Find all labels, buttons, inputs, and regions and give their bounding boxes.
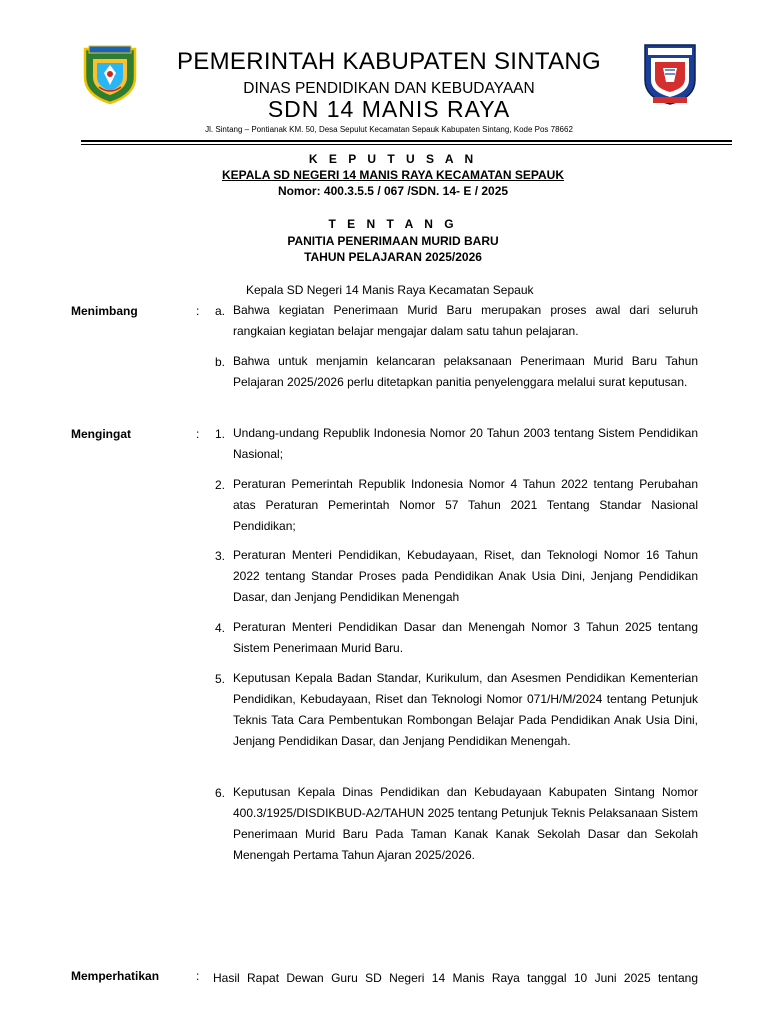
decree-subject-line1: PANITIA PENERIMAAN MURID BARU (287, 234, 499, 248)
section-label-memperhatikan: Memperhatikan (71, 969, 160, 983)
legal-basis-item: Undang-undang Republik Indonesia Nomor 20 Tahun 2003 tentang Sistem Pendidikan Nasional; (233, 426, 698, 461)
legal-basis-item: Keputusan Kepala Dinas Pendidikan dan Kebudayaan Kabupaten Sintang Nomor 400.3/1925/DISDIKBUD-A2/TAHUN 2025 tentang Petunjuk Teknis Pelaksanaan Sistem Penerimaan Murid Baru Pada Taman Kanak Kanak Sekolah Dasar dan Sekolah Menengah Pertama Tahun Ajaran 2025/2026. (233, 785, 698, 862)
letterhead-divider-thick (81, 140, 732, 142)
letterhead-agency-name: DINAS PENDIDIKAN DAN KEBUDAYAAN (243, 80, 535, 97)
considering-notes-text: Hasil Rapat Dewan Guru SD Negeri 14 Manis Raya tanggal 10 Juni 2025 tentang (213, 971, 698, 985)
section-label-menimbang: Menimbang (71, 304, 138, 318)
letterhead-school-name: SDN 14 MANIS RAYA (267, 96, 511, 122)
considering-item: Bahwa kegiatan Penerimaan Murid Baru merupakan proses awal dari seluruh rangkaian kegiatan belajar mengajar dalam satu tahun pelajaran. (233, 303, 698, 338)
item-marker: b. (214, 355, 225, 369)
considering-item: Bahwa untuk menjamin kelancaran pelaksanaan Penerimaan Murid Baru Tahun Pelajaran 2025/2026 perlu ditetapkan panitia penyelenggara melalui surat keputusan. (233, 354, 698, 389)
item-marker: 6. (214, 786, 225, 800)
item-marker: 2. (214, 478, 225, 492)
decree-issuer: KEPALA SD NEGERI 14 MANIS RAYA KECAMATAN SEPAUK (221, 168, 565, 182)
kabupaten-sintang-emblem-icon (79, 43, 141, 105)
legal-basis-item: Peraturan Menteri Pendidikan, Kebudayaan, Riset, dan Teknologi Nomor 16 Tahun 2022 tentang Standar Proses pada Pendidikan Anak Usia Dini, Jenjang Pendidikan Dasar, dan Jenjang Pendidikan Menengah (233, 548, 698, 604)
decree-subject-line2: TAHUN PELAJARAN 2025/2026 (304, 250, 482, 264)
decree-about-heading: T E N T A N G (328, 217, 458, 231)
section-colon: : (196, 969, 200, 983)
decree-heading: K E P U T U S A N (308, 152, 478, 166)
item-marker: 5. (214, 672, 225, 686)
item-marker: 1. (214, 427, 225, 441)
legal-basis-item: Peraturan Pemerintah Republik Indonesia Nomor 4 Tahun 2022 tentang Perubahan atas Peraturan Pemerintah Nomor 57 Tahun 2021 Tentang Standar Nasional Pendidikan; (233, 477, 698, 533)
legal-basis-item: Keputusan Kepala Badan Standar, Kurikulum, dan Asesmen Pendidikan Kementerian Pendidikan, Kebudayaan, Riset dan Teknologi Nomor 071/H/M/2024 tentang Petunjuk Teknis Tata Cara Pembentukan Rombongan Belajar Pada Pendidikan Anak Usia Dini, Jenjang Pendidikan Dasar, dan Jenjang Pendidikan Menengah. (233, 671, 698, 748)
item-marker: 4. (214, 621, 225, 635)
section-colon: : (196, 427, 200, 441)
letterhead-government-name: PEMERINTAH KABUPATEN SINTANG (176, 48, 601, 75)
item-marker: 3. (214, 549, 225, 563)
letterhead-address: Jl. Sintang – Pontianak KM. 50, Desa Sepulut Kecamatan Sepauk Kabupaten Sintang, Kode Pos 78662 (205, 125, 573, 134)
section-colon: : (196, 304, 200, 318)
section-label-mengingat: Mengingat (71, 427, 131, 441)
opening-statement: Kepala SD Negeri 14 Manis Raya Kecamatan Sepauk (246, 283, 534, 297)
school-shield-logo-icon (641, 42, 699, 106)
letterhead-divider-thin (81, 144, 732, 145)
decree-number: Nomor: 400.3.5.5 / 067 /SDN. 14- E / 2025 (277, 184, 509, 198)
item-marker: a. (214, 304, 225, 318)
legal-basis-item: Peraturan Menteri Pendidikan Dasar dan Menengah Nomor 3 Tahun 2025 tentang Sistem Penerimaan Murid Baru. (233, 620, 698, 655)
